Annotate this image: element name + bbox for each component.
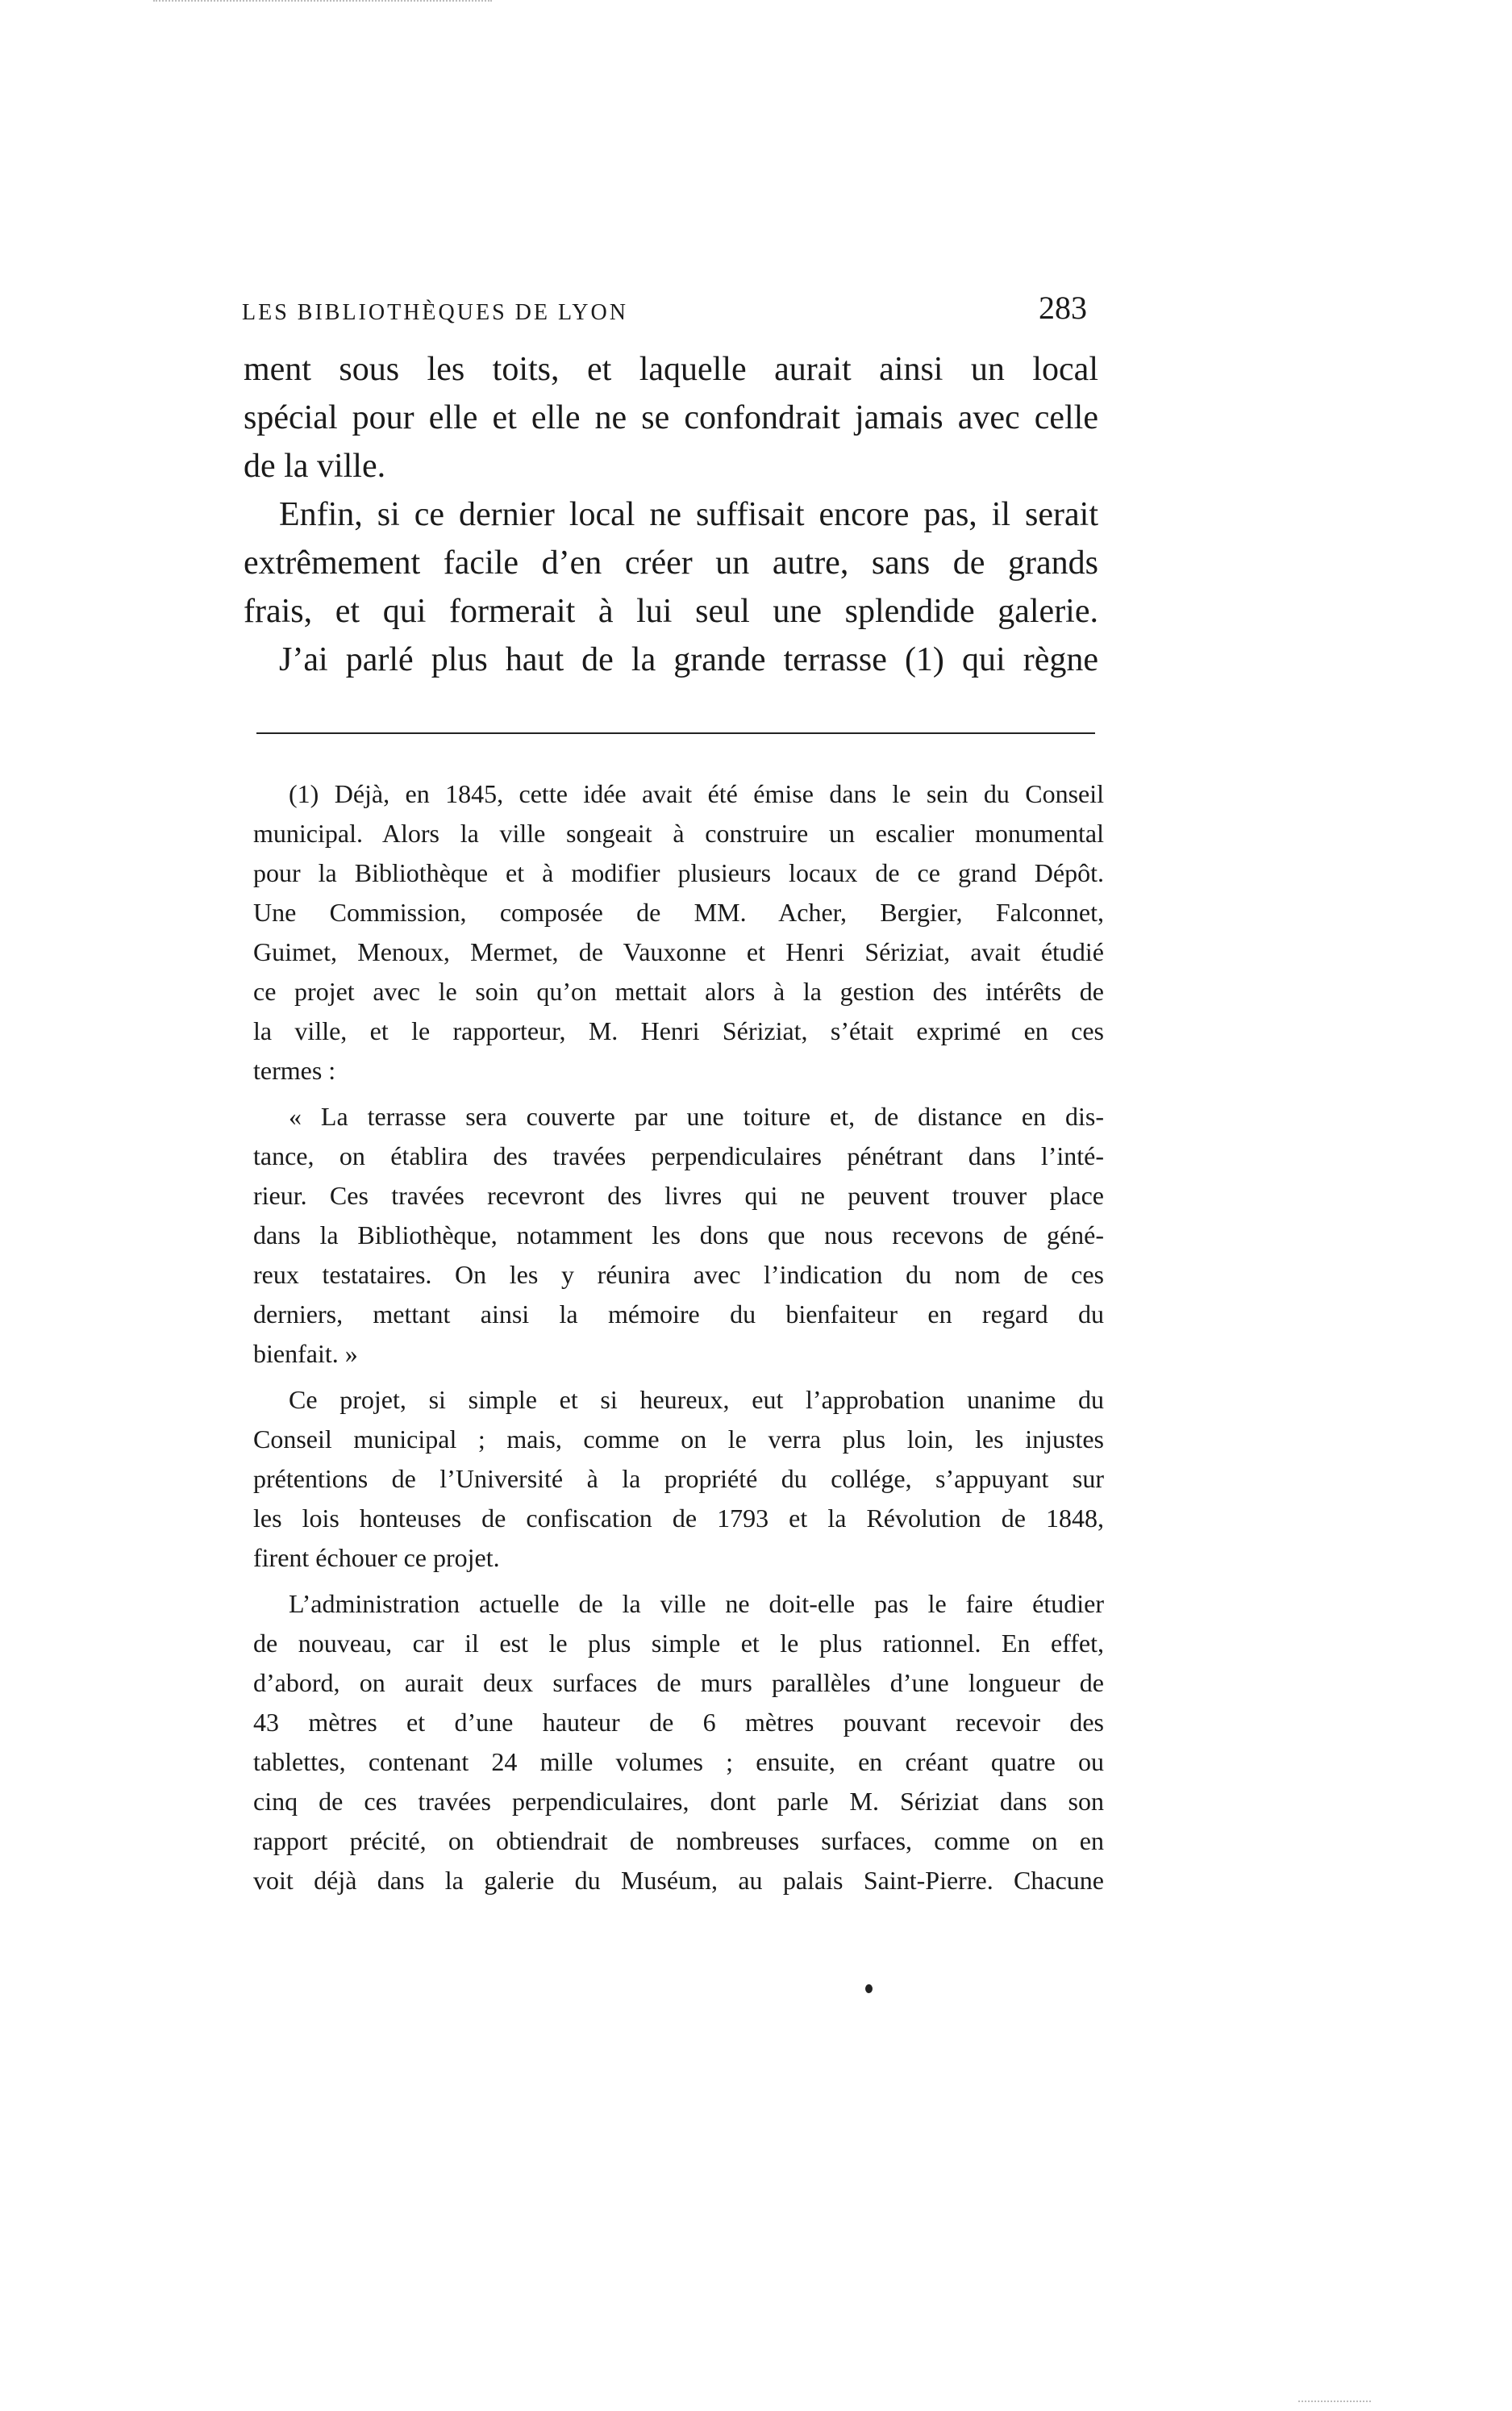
footnote-line: voit déjà dans la galerie du Muséum, au palais Saint-Pierre. Chacune bbox=[253, 1866, 1104, 1895]
running-title: LES BIBLIOTHÈQUES DE LYON bbox=[242, 300, 628, 325]
footnote-line: tablettes, contenant 24 mille volumes ; ensuite, en créant quatre ou bbox=[253, 1747, 1104, 1776]
footnote-line: tance, on établira des travées perpendiculaires pénétrant dans l’inté- bbox=[253, 1141, 1104, 1170]
footnote-paragraph bbox=[253, 1584, 1104, 1900]
footnote-line: L’administration actuelle de la ville ne doit-elle pas le faire étudier bbox=[289, 1589, 1104, 1618]
text-line: de la ville. bbox=[244, 448, 386, 485]
footnote-line: ce projet avec le soin qu’on mettait alors à la gestion des intérêts de bbox=[253, 977, 1104, 1006]
footnote-separator bbox=[256, 732, 1095, 734]
footnote-line: pour la Bibliothèque et à modifier plusieurs locaux de ce grand Dépôt. bbox=[253, 858, 1104, 887]
footnote bbox=[253, 774, 1104, 1907]
footnote-line: Ce projet, si simple et si heureux, eut l’approbation unanime du bbox=[289, 1385, 1104, 1414]
footnote-paragraph bbox=[253, 1380, 1104, 1578]
footnote-line: dans la Bibliothèque, notamment les dons que nous recevons de géné- bbox=[253, 1220, 1104, 1249]
text-line: spécial pour elle et elle ne se confondrait jamais avec celle bbox=[244, 399, 1098, 436]
footnote-line: rieur. Ces travées recevront des livres qui ne peuvent trouver place bbox=[253, 1181, 1104, 1210]
text-line: Enfin, si ce dernier local ne suffisait encore pas, il serait bbox=[279, 496, 1098, 533]
footnote-line: Conseil municipal ; mais, comme on le verra plus loin, les injustes bbox=[253, 1424, 1104, 1454]
text-line: frais, et qui formerait à lui seul une splendide galerie. bbox=[244, 593, 1098, 630]
scan-edge-mark bbox=[153, 0, 492, 6]
footnote-line: termes : bbox=[253, 1056, 336, 1085]
text-line: J’ai parlé plus haut de la grande terrasse (1) qui règne bbox=[279, 641, 1098, 678]
footnote-line: Guimet, Menoux, Mermet, de Vauxonne et Henri Sériziat, avait étudié bbox=[253, 937, 1104, 966]
footnote-line: derniers, mettant ainsi la mémoire du bienfaiteur en regard du bbox=[253, 1299, 1104, 1329]
page-number: 283 bbox=[1039, 290, 1087, 326]
main-text bbox=[244, 345, 1098, 684]
footnote-line: 43 mètres et d’une hauteur de 6 mètres pouvant recevoir des bbox=[253, 1708, 1104, 1737]
footnote-paragraph bbox=[253, 774, 1104, 1091]
footnote-line: prétentions de l’Université à la propriété du collége, s’appuyant sur bbox=[253, 1464, 1104, 1493]
scan-edge-mark bbox=[1298, 2401, 1371, 2405]
text-line: extrêmement facile d’en créer un autre, sans de grands bbox=[244, 544, 1098, 582]
footnote-line: Une Commission, composée de MM. Acher, Bergier, Falconnet, bbox=[253, 898, 1104, 927]
footnote-line: (1) Déjà, en 1845, cette idée avait été émise dans le sein du Conseil bbox=[289, 779, 1104, 808]
footnote-line: municipal. Alors la ville songeait à construire un escalier monumental bbox=[253, 819, 1104, 848]
footnote-line: rapport précité, on obtiendrait de nombreuses surfaces, comme on en bbox=[253, 1826, 1104, 1855]
footnote-line: reux testataires. On les y réunira avec l’indication du nom de ces bbox=[253, 1260, 1104, 1289]
footnote-line: firent échouer ce projet. bbox=[253, 1543, 500, 1572]
footnote-line: les lois honteuses de confiscation de 1793 et la Révolution de 1848, bbox=[253, 1504, 1104, 1533]
ink-spot bbox=[865, 1984, 873, 1993]
footnote-line: « La terrasse sera couverte par une toiture et, de distance en dis- bbox=[289, 1102, 1104, 1131]
footnote-line: d’abord, on aurait deux surfaces de murs parallèles d’une longueur de bbox=[253, 1668, 1104, 1697]
footnote-quote bbox=[253, 1097, 1104, 1374]
footnote-line: la ville, et le rapporteur, M. Henri Sériziat, s’était exprimé en ces bbox=[253, 1016, 1104, 1045]
footnote-line: cinq de ces travées perpendiculaires, dont parle M. Sériziat dans son bbox=[253, 1787, 1104, 1816]
footnote-line: bienfait. » bbox=[253, 1339, 358, 1368]
text-line: ment sous les toits, et laquelle aurait ainsi un local bbox=[244, 351, 1098, 388]
footnote-line: de nouveau, car il est le plus simple et le plus rationnel. En effet, bbox=[253, 1629, 1104, 1658]
